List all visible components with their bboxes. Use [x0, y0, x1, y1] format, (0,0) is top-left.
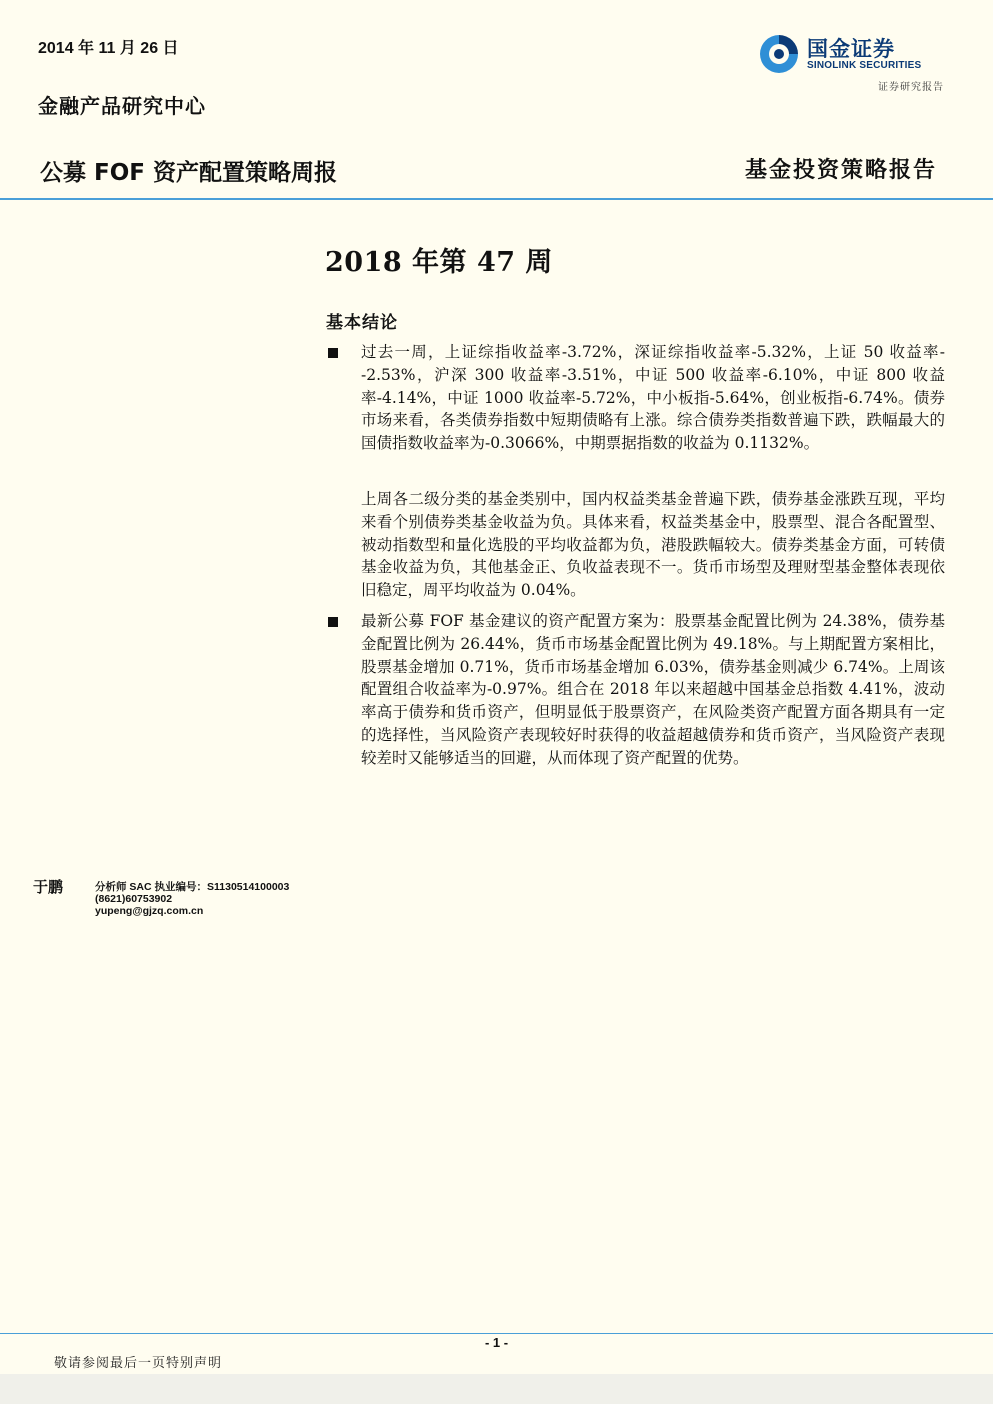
analyst-phone: (8621)60753902: [95, 893, 173, 905]
company-logo: [757, 30, 947, 80]
report-date: 2014 年 11 月 26 日: [38, 40, 179, 57]
report-category-label: 证券研究报告: [878, 82, 944, 93]
paragraph-fund-summary: 上周各二级分类的基金类别中，国内权益类基金普遍下跌，债券基金涨跌互现，平均来看个别债券类基金收益为负。具体来看，权益类基金中，股票型、混合各配置型、被动指数型和量化选股的平均收益都为负，港股跌幅较大。债券类基金方面，可转债基金收益为负，其他基金正、负收益表现不一。货币市场型及理财型基金整体表现依旧稳定，周平均收益为 0.04%。: [361, 490, 945, 600]
bullet-square-icon: [328, 348, 338, 358]
analyst-name: 于鹏: [33, 878, 64, 896]
analyst-info: [95, 881, 289, 917]
week-heading: 2018 年第 47 周: [325, 247, 553, 278]
analyst-license: 分析师 SAC 执业编号：S1130514100003: [95, 881, 290, 893]
bottom-margin-band: [0, 1374, 993, 1404]
section-title: 基本结论: [326, 313, 398, 333]
header-divider: [0, 198, 993, 200]
logo-text-cn: 国金证券: [807, 37, 895, 61]
footer-divider: [0, 1333, 993, 1334]
analyst-email[interactable]: yupeng@gjzq.com.cn: [95, 905, 204, 917]
research-center-name: 金融产品研究中心: [38, 94, 206, 118]
page-number: - 1 -: [484, 1335, 509, 1350]
paragraph-market-summary: 过去一周，上证综指收益率-3.72%，深证综指收益率-5.32%，上证 50 收益率--2.53%，沪深 300 收益率-3.51%，中证 500 收益率-6.10%，中证 800 收益率-4.14%，中证 1000 收益率-5.72%，中小板指-5.64%，创业板指-6.74%。债券市场来看，各类债券指数中短期债略有上涨。综合债券类指数普遍下跌，跌幅最大的国债指数收益率为-0.3066%，中期票据指数的收益为 0.1132%。: [361, 343, 945, 453]
logo-mark-icon: [757, 32, 801, 76]
disclaimer-note: 敬请参阅最后一页特别声明: [54, 1356, 223, 1371]
report-type: 基金投资策略报告: [744, 157, 937, 183]
bullet-square-icon: [328, 617, 338, 627]
report-title: 公募 FOF 资产配置策略周报: [40, 160, 337, 186]
paragraph-allocation: 最新公募 FOF 基金建议的资产配置方案为：股票基金配置比例为 24.38%，债券基金配置比例为 26.44%，货币市场基金配置比例为 49.18%。与上期配置方案相比，股票基金增加 0.71%，货币市场基金增加 6.03%，债券基金则减少 6.74%。上周该配置组合收益率为-0.97%。组合在 2018 年以来超越中国基金总指数 4.41%，波动率高于债券和货币资产，但明显低于股票资产，在风险类资产配置方面各期具有一定的选择性，当风险资产表现较好时获得的收益超越债券和货币资产，当风险资产表现较差时又能够适当的回避，从而体现了资产配置的优势。: [361, 612, 945, 767]
logo-text-en: SINOLINK SECURITIES: [807, 60, 922, 71]
